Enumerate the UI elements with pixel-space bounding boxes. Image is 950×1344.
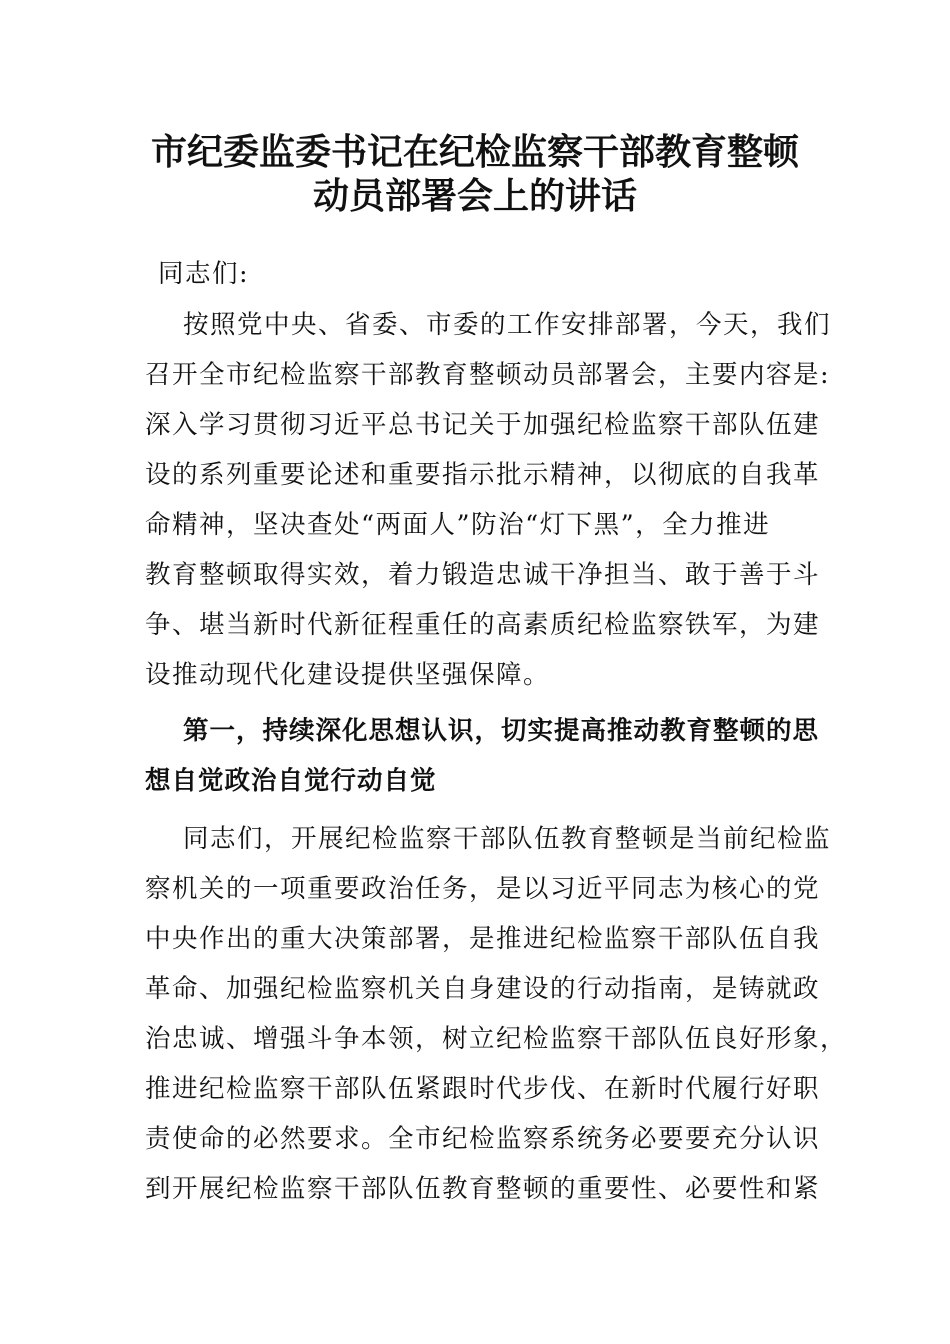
- paragraph-line: 争、堪当新时代新征程重任的高素质纪检监察铁军，为建: [145, 610, 821, 640]
- paragraph-line: 察机关的一项重要政治任务，是以习近平同志为核心的党: [145, 874, 821, 904]
- title-line-2: 动员部署会上的讲话: [312, 175, 637, 217]
- paragraph-line: 按照党中央、省委、市委的工作安排部署，今天，我们: [183, 310, 832, 340]
- paragraph-line: 革命、加强纪检监察机关自身建设的行动指南，是铸就政: [145, 974, 821, 1004]
- paragraph-line: 推进纪检监察干部队伍紧跟时代步伐、在新时代履行好职: [145, 1074, 821, 1104]
- paragraph-line: 设的系列重要论述和重要指示批示精神，以彻底的自我革: [145, 460, 821, 490]
- paragraph-line: 设推动现代化建设提供坚强保障。: [145, 660, 551, 690]
- paragraph-line: 命精神，坚决查处“两面人”防治“灯下黑”，全力推进: [145, 510, 771, 540]
- paragraph-line: 召开全市纪检监察干部教育整顿动员部署会，主要内容是:: [145, 360, 831, 390]
- section-heading-line: 想自觉政治自觉行动自觉: [145, 766, 437, 796]
- paragraph-line: 到开展纪检监察干部队伍教育整顿的重要性、必要性和紧: [145, 1174, 821, 1204]
- title-line-1: 市纪委监委书记在纪检监察干部教育整顿: [150, 131, 799, 173]
- paragraph-line: 治忠诚、增强斗争本领，树立纪检监察干部队伍良好形象，: [145, 1024, 848, 1054]
- paragraph-line: 责使命的必然要求。全市纪检监察系统务必要要充分认识: [145, 1124, 821, 1154]
- paragraph-line: 教育整顿取得实效，着力锻造忠诚干净担当、敢于善于斗: [145, 560, 821, 590]
- section-heading-line: 第一，持续深化思想认识，切实提高推动教育整顿的思: [183, 716, 820, 746]
- paragraph-line: 同志们，开展纪检监察干部队伍教育整顿是当前纪检监: [183, 824, 832, 854]
- salutation: 同志们:: [158, 259, 250, 289]
- paragraph-line: 深入学习贯彻习近平总书记关于加强纪检监察干部队伍建: [145, 410, 821, 440]
- paragraph-line: 中央作出的重大决策部署，是推进纪检监察干部队伍自我: [145, 924, 821, 954]
